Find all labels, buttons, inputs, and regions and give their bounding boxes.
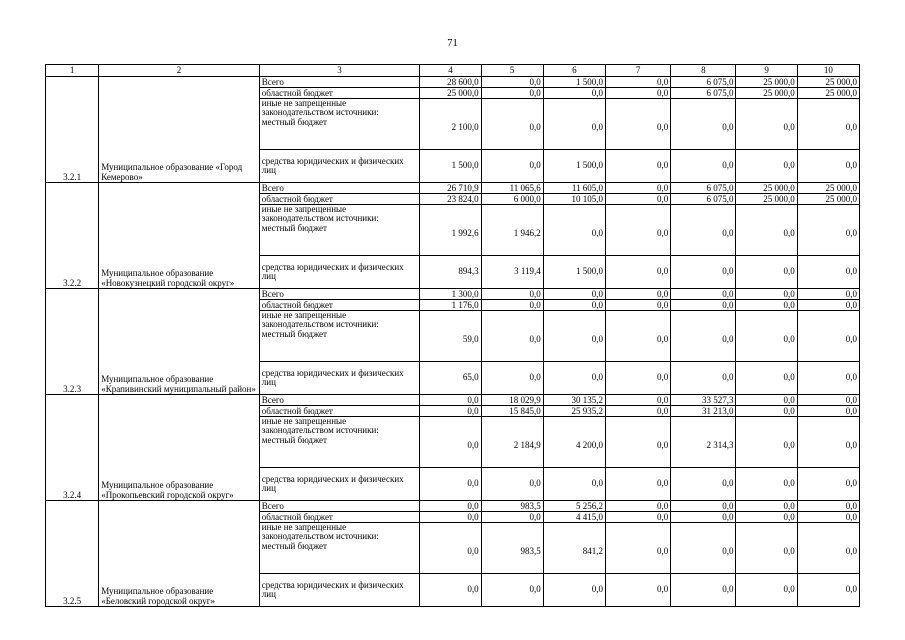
value-cell: 26 710,9 [420,183,481,194]
value-cell: 0,0 [797,468,859,501]
value-cell: 0,0 [481,362,543,395]
value-cell: 25 000,0 [736,88,797,99]
value-cell: 0,0 [736,362,797,395]
header-cell: 6 [543,65,605,77]
value-cell: 0,0 [543,88,605,99]
value-cell: 1 176,0 [420,300,481,311]
value-cell: 0,0 [736,99,797,150]
value-cell: 0,0 [671,99,736,150]
value-cell: 0,0 [481,300,543,311]
value-cell: 0,0 [671,150,736,183]
value-cell: 0,0 [543,574,605,607]
value-cell: 0,0 [797,574,859,607]
value-cell: 0,0 [606,77,671,88]
table-row-total [46,289,860,300]
value-cell: 0,0 [606,512,671,523]
source-label: средства юридических и физических лиц [259,468,420,501]
value-cell: 0,0 [671,468,736,501]
value-cell: 25 000,0 [736,77,797,88]
local-budget-label: местный бюджет [261,328,327,339]
row-code: 3.2.1 [46,77,99,183]
value-cell: 0,0 [736,311,797,362]
header-cell: 4 [420,65,481,77]
other-sources-label: иные не запрещенные законодательством источники: [261,416,379,436]
value-cell: 10 105,0 [543,194,605,205]
value-cell: 0,0 [543,205,605,256]
value-cell: 0,0 [736,512,797,523]
value-cell: 0,0 [481,289,543,300]
municipality-name: Муниципальное образование «Город Кемерово» [99,77,260,183]
source-label: средства юридических и физических лиц [259,256,420,289]
municipality-name: Муниципальное образование «Крапивинский муниципальный район» [99,289,260,395]
value-cell: 0,0 [543,289,605,300]
value-cell: 0,0 [736,205,797,256]
value-cell: 6 075,0 [671,77,736,88]
value-cell: 0,0 [606,183,671,194]
page-number: 71 [447,38,458,49]
other-sources-label: иные не запрещенные законодательством источники: [261,98,379,118]
value-cell: 25 000,0 [797,77,859,88]
header-cell: 8 [671,65,736,77]
header-cell: 3 [259,65,420,77]
source-label: областной бюджет [259,88,420,99]
value-cell: 0,0 [606,406,671,417]
value-cell: 1 300,0 [420,289,481,300]
value-cell: 0,0 [736,417,797,468]
value-cell: 31 213,0 [671,406,736,417]
value-cell: 0,0 [797,417,859,468]
value-cell: 0,0 [606,362,671,395]
value-cell: 0,0 [420,523,481,574]
source-label [259,417,420,468]
source-label: средства юридических и физических лиц [259,150,420,183]
value-cell: 4 415,0 [543,512,605,523]
value-cell: 1 500,0 [543,256,605,289]
value-cell: 0,0 [671,311,736,362]
value-cell: 0,0 [736,501,797,512]
value-cell: 0,0 [606,194,671,205]
header-cell: 7 [606,65,671,77]
value-cell: 6 000,0 [481,194,543,205]
value-cell: 0,0 [797,501,859,512]
value-cell: 11 605,0 [543,183,605,194]
local-budget-label: местный бюджет [261,540,327,551]
source-label: Всего [259,289,420,300]
value-cell: 0,0 [606,523,671,574]
value-cell: 0,0 [481,99,543,150]
value-cell: 0,0 [797,150,859,183]
value-cell: 0,0 [481,150,543,183]
value-cell: 2 100,0 [420,99,481,150]
value-cell: 0,0 [606,574,671,607]
value-cell: 0,0 [606,99,671,150]
value-cell: 0,0 [606,205,671,256]
value-cell: 0,0 [736,523,797,574]
value-cell: 0,0 [606,417,671,468]
value-cell: 15 845,0 [481,406,543,417]
value-cell: 0,0 [797,311,859,362]
source-label: Всего [259,77,420,88]
value-cell: 0,0 [606,88,671,99]
value-cell: 0,0 [671,362,736,395]
row-code: 3.2.2 [46,183,99,289]
value-cell: 6 075,0 [671,183,736,194]
value-cell: 0,0 [420,395,481,406]
table-row-total [46,77,860,88]
value-cell: 841,2 [543,523,605,574]
source-label: средства юридических и физических лиц [259,574,420,607]
value-cell: 0,0 [797,256,859,289]
value-cell: 0,0 [420,417,481,468]
value-cell: 0,0 [797,289,859,300]
value-cell: 0,0 [481,468,543,501]
value-cell: 6 075,0 [671,194,736,205]
value-cell: 6 075,0 [671,88,736,99]
value-cell: 2 184,9 [481,417,543,468]
row-code: 3.2.4 [46,395,99,501]
value-cell: 11 065,6 [481,183,543,194]
value-cell: 25 000,0 [736,183,797,194]
value-cell: 0,0 [671,205,736,256]
header-row [46,65,860,77]
value-cell: 3 119,4 [481,256,543,289]
value-cell: 18 029,9 [481,395,543,406]
value-cell: 0,0 [606,256,671,289]
value-cell: 1 946,2 [481,205,543,256]
value-cell: 0,0 [606,311,671,362]
value-cell: 0,0 [736,300,797,311]
source-label [259,311,420,362]
value-cell: 0,0 [481,512,543,523]
source-label: областной бюджет [259,194,420,205]
value-cell: 0,0 [420,501,481,512]
other-sources-label: иные не запрещенные законодательством источники: [261,310,379,330]
value-cell: 23 824,0 [420,194,481,205]
value-cell: 0,0 [481,574,543,607]
value-cell: 0,0 [671,256,736,289]
value-cell: 0,0 [606,501,671,512]
value-cell: 1 500,0 [543,77,605,88]
local-budget-label: местный бюджет [261,434,327,445]
value-cell: 0,0 [797,99,859,150]
value-cell: 0,0 [543,311,605,362]
header-cell: 9 [736,65,797,77]
header-cell: 2 [99,65,260,77]
row-code: 3.2.3 [46,289,99,395]
value-cell: 1 500,0 [420,150,481,183]
value-cell: 25 000,0 [797,88,859,99]
value-cell: 0,0 [543,468,605,501]
header-cell: 1 [46,65,99,77]
value-cell: 33 527,3 [671,395,736,406]
source-label: Всего [259,395,420,406]
value-cell: 1 500,0 [543,150,605,183]
value-cell: 30 135,2 [543,395,605,406]
source-label: Всего [259,183,420,194]
source-label: областной бюджет [259,512,420,523]
value-cell: 65,0 [420,362,481,395]
value-cell: 0,0 [736,574,797,607]
value-cell: 0,0 [420,468,481,501]
source-label: областной бюджет [259,300,420,311]
source-label [259,523,420,574]
local-budget-label: местный бюджет [261,116,327,127]
value-cell: 0,0 [420,406,481,417]
value-cell: 59,0 [420,311,481,362]
value-cell: 0,0 [671,501,736,512]
value-cell: 894,3 [420,256,481,289]
value-cell: 0,0 [736,395,797,406]
value-cell: 0,0 [543,362,605,395]
header-cell: 5 [481,65,543,77]
value-cell: 983,5 [481,501,543,512]
other-sources-label: иные не запрещенные законодательством источники: [261,204,379,224]
value-cell: 0,0 [543,300,605,311]
value-cell: 0,0 [671,512,736,523]
value-cell: 28 600,0 [420,77,481,88]
value-cell: 0,0 [481,311,543,362]
source-label: областной бюджет [259,406,420,417]
value-cell: 0,0 [797,362,859,395]
value-cell: 983,5 [481,523,543,574]
value-cell: 0,0 [736,256,797,289]
other-sources-label: иные не запрещенные законодательством источники: [261,522,379,542]
value-cell: 0,0 [606,150,671,183]
table-body [46,65,860,607]
table-row-total [46,395,860,406]
value-cell: 25 000,0 [420,88,481,99]
value-cell: 0,0 [797,395,859,406]
value-cell: 1 992,6 [420,205,481,256]
value-cell: 0,0 [797,300,859,311]
value-cell: 0,0 [736,468,797,501]
value-cell: 0,0 [797,406,859,417]
table-row-total [46,183,860,194]
table-row-total [46,501,860,512]
value-cell: 0,0 [481,77,543,88]
value-cell: 2 314,3 [671,417,736,468]
header-cell: 10 [797,65,859,77]
local-budget-label: местный бюджет [261,222,327,233]
source-label: средства юридических и физических лиц [259,362,420,395]
municipality-name: Муниципальное образование «Беловский городской округ» [99,501,260,607]
budget-table [45,64,860,607]
value-cell: 0,0 [797,205,859,256]
value-cell: 0,0 [736,289,797,300]
value-cell: 5 256,2 [543,501,605,512]
value-cell: 0,0 [736,406,797,417]
value-cell: 0,0 [671,289,736,300]
source-label: Всего [259,501,420,512]
value-cell: 25 935,2 [543,406,605,417]
value-cell: 0,0 [797,523,859,574]
municipality-name: Муниципальное образование «Прокопьевский городской округ» [99,395,260,501]
municipality-name: Муниципальное образование «Новокузнецкий городской округ» [99,183,260,289]
value-cell: 0,0 [606,395,671,406]
value-cell: 0,0 [420,574,481,607]
value-cell: 0,0 [606,300,671,311]
value-cell: 0,0 [420,512,481,523]
value-cell: 0,0 [481,88,543,99]
source-label [259,99,420,150]
value-cell: 0,0 [671,523,736,574]
value-cell: 0,0 [671,574,736,607]
value-cell: 0,0 [606,289,671,300]
value-cell: 0,0 [606,468,671,501]
value-cell: 25 000,0 [736,194,797,205]
value-cell: 4 200,0 [543,417,605,468]
value-cell: 0,0 [543,99,605,150]
value-cell: 25 000,0 [797,194,859,205]
value-cell: 0,0 [736,150,797,183]
value-cell: 25 000,0 [797,183,859,194]
source-label [259,205,420,256]
row-code: 3.2.5 [46,501,99,607]
value-cell: 0,0 [797,512,859,523]
value-cell: 0,0 [671,300,736,311]
